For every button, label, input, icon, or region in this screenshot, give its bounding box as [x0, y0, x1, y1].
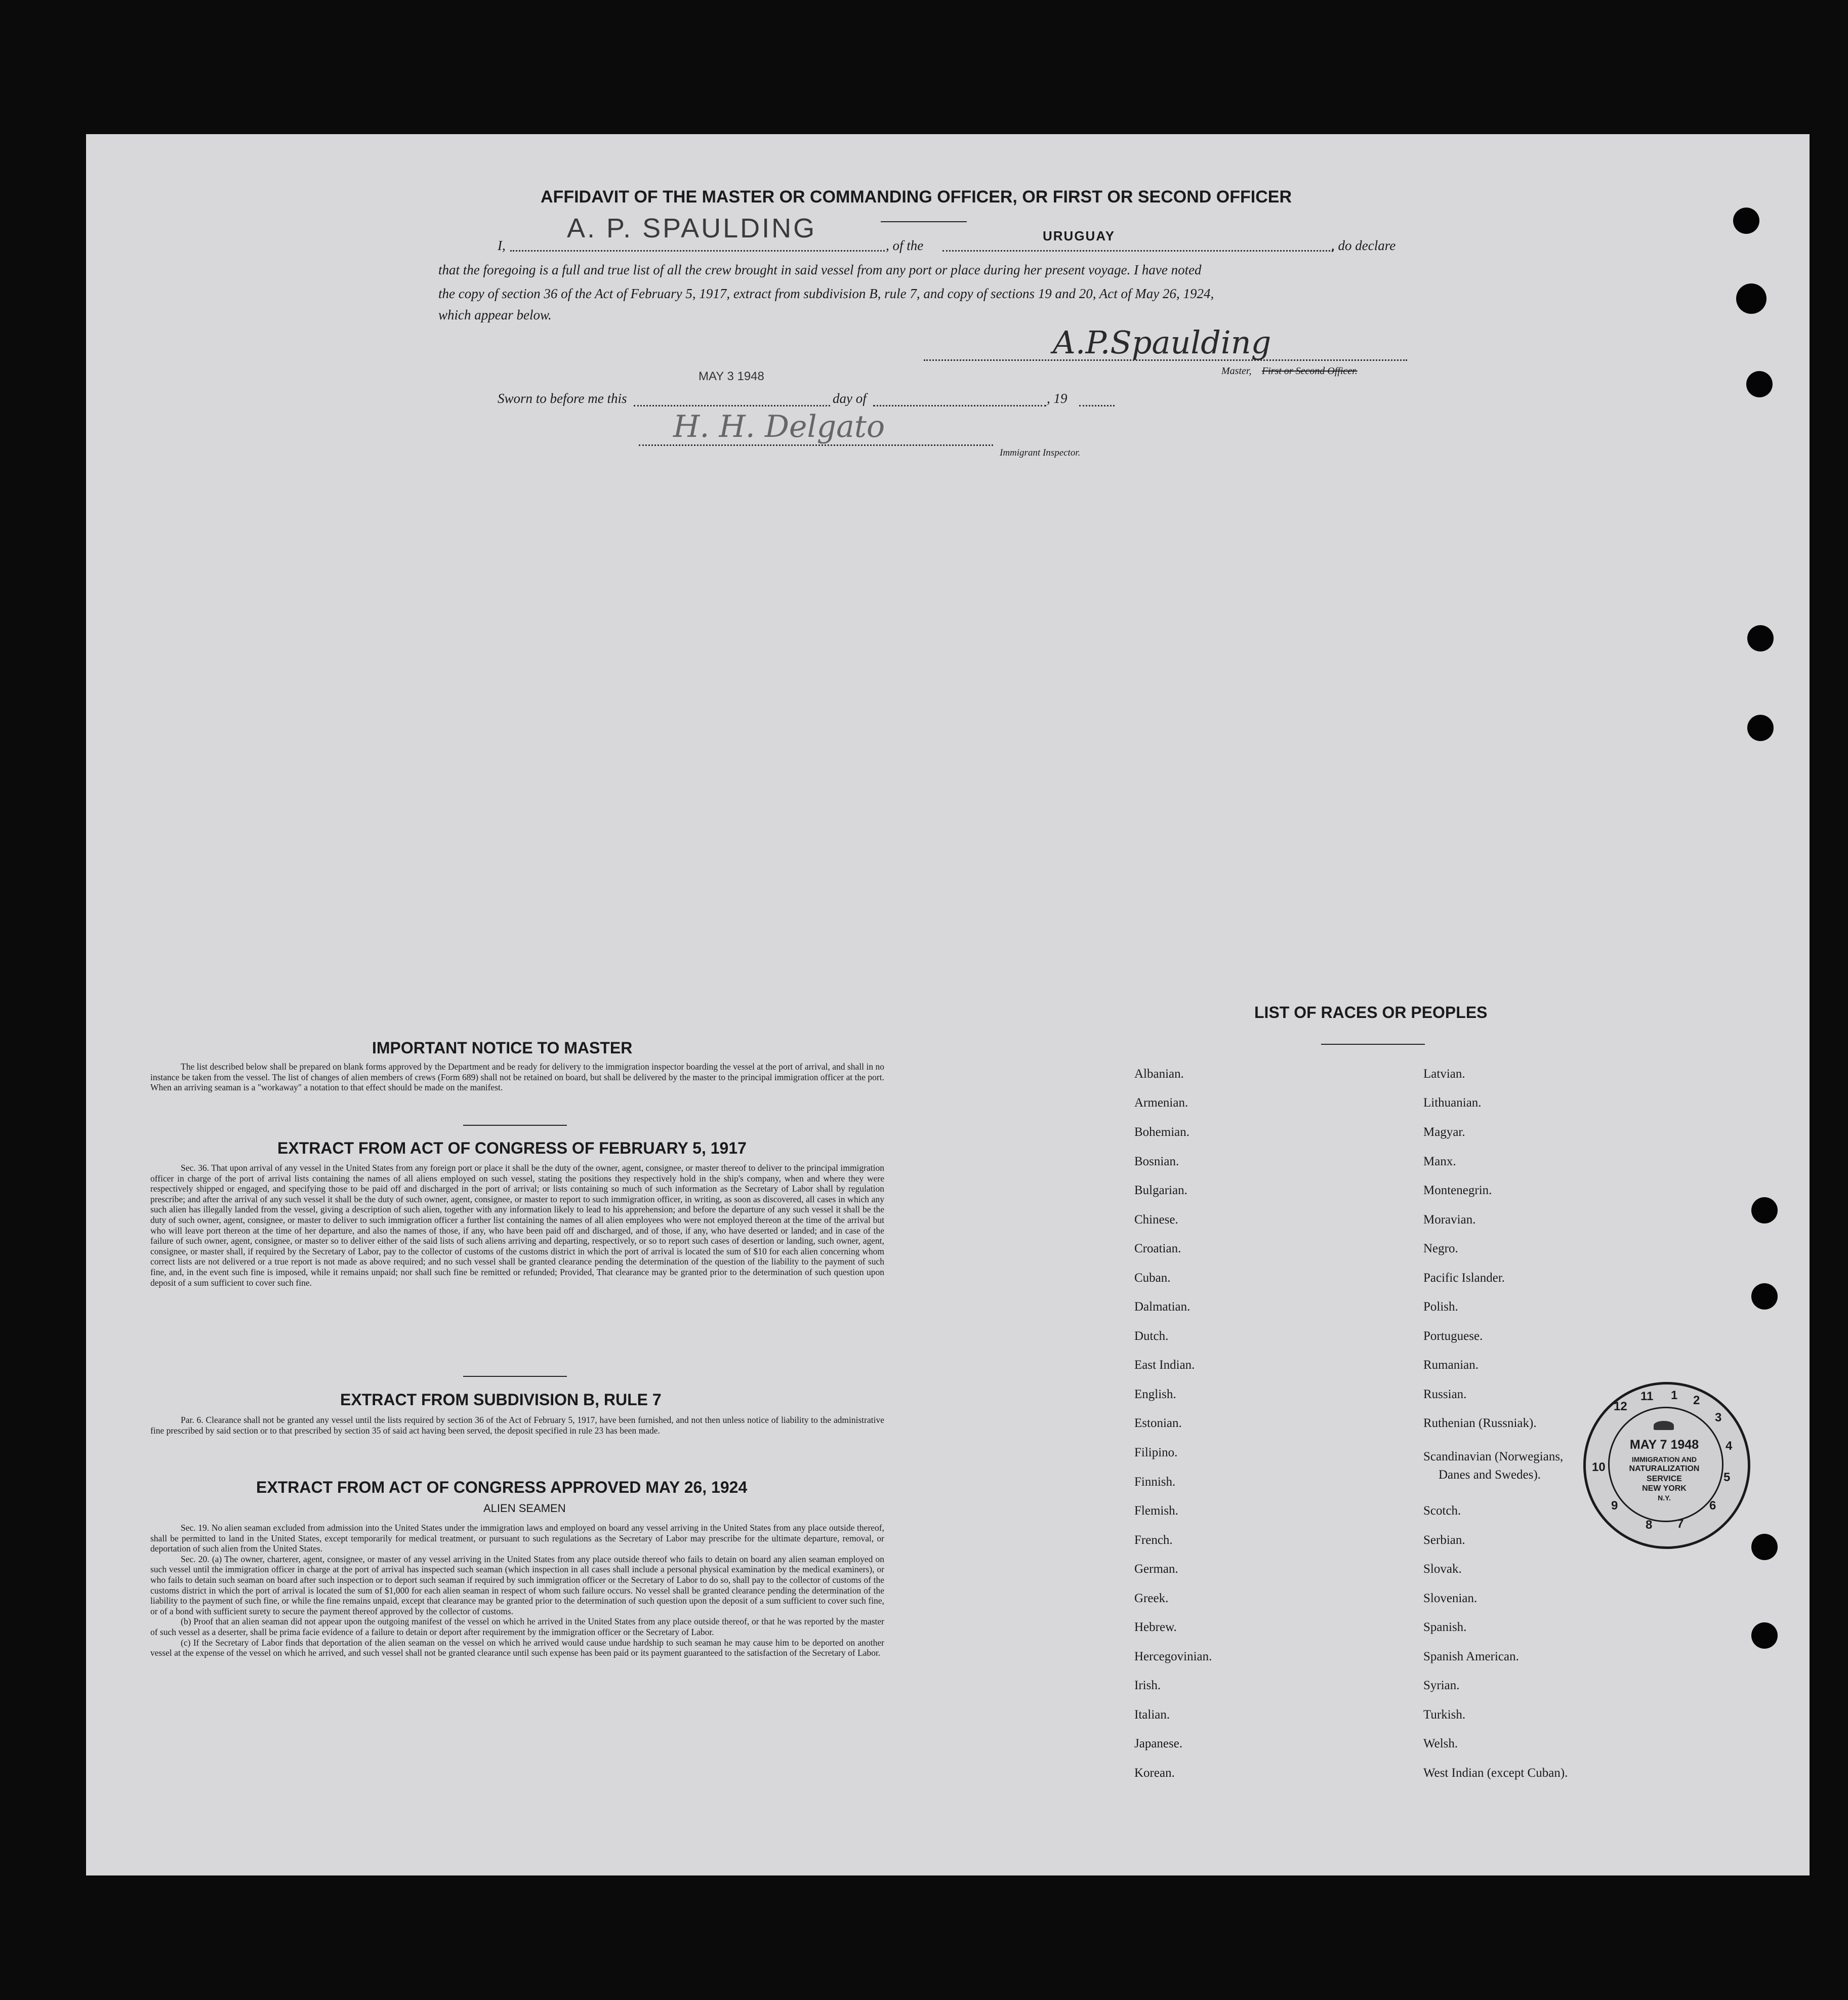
extract-1924-title: EXTRACT FROM ACT OF CONGRESS APPROVED MAY 26, 1924	[256, 1478, 748, 1496]
notice-paragraph: The list described below shall be prepared on blank forms approved by the Department and be ready for delivery to the immigration inspector boarding the vessel at the port of arrival, and shall in no instance be taken from the vessel. The list of changes of alien members of crews (Form 689) shall not be retained on board, but shall be delivered by the master to the principal immigration officer at the port. When an arriving seaman is a "workaway" a notation to that effect should be made on the manifest.	[150, 1062, 884, 1093]
race-left: Armenian.	[1134, 1096, 1188, 1110]
race-left: Japanese.	[1134, 1737, 1183, 1750]
race-right: Danes and Swedes).	[1439, 1468, 1541, 1482]
race-right: Latvian.	[1423, 1067, 1465, 1081]
stamp-line-3: SERVICE	[1647, 1475, 1682, 1483]
race-left: Hercegovinian.	[1134, 1650, 1212, 1663]
race-right: Serbian.	[1423, 1533, 1465, 1547]
master-signature: A.P.Spaulding	[1053, 324, 1271, 361]
race-right: Polish.	[1423, 1300, 1458, 1314]
race-left: English.	[1134, 1387, 1176, 1401]
race-right: Welsh.	[1423, 1737, 1458, 1750]
rule7-title: EXTRACT FROM SUBDIVISION B, RULE 7	[340, 1391, 662, 1409]
race-right: Russian.	[1423, 1387, 1467, 1401]
stamp-date: MAY 7 1948	[1629, 1438, 1699, 1452]
section-19-paragraph: Sec. 19. No alien seaman excluded from admission into the United States under the immigration laws and employed on board any vessel arriving in the United States from any place outside thereof, shall be permitted to land in the United States, except temporarily for medical treatment, or pursuant to such regulations as the Secretary of Labor may prescribe for the ultimate departure, removal, or deportation of such alien from the United States.	[150, 1523, 884, 1554]
sworn-day-line	[634, 394, 830, 406]
day-of-label: day of	[833, 391, 867, 406]
section-20c-paragraph: (c) If the Secretary of Labor finds that deportation of the alien seaman on the vessel on which he arrived would cause undue hardship to such seaman he may cause him to be deported on another vessel at the expense of the vessel on which he arrived, and such vessel shall not be granted clearance until such expense has been paid or its payment guaranteed to the satisfaction of the Secretary of Labor.	[150, 1637, 884, 1658]
sworn-month-line	[873, 394, 1046, 406]
stamp-ring-number: 2	[1693, 1394, 1700, 1407]
race-left: Albanian.	[1134, 1067, 1184, 1081]
race-left: Hebrew.	[1134, 1620, 1177, 1634]
sworn-year-line	[1079, 394, 1115, 406]
rule7-paragraph: Par. 6. Clearance shall not be granted any vessel until the lists required by section 36 of the Act of February 5, 1917, have been furnished, and not then unless notice of liability to the administrative fine prescribed by said section or to that prescribed by section 35 of said act having been served, the deposit specified in rule 23 has been made.	[150, 1415, 884, 1436]
stamp-ring-number: 12	[1614, 1400, 1627, 1413]
stamp-ring-number: 10	[1592, 1460, 1606, 1474]
master-label: Master,	[1221, 365, 1252, 377]
stamp-line-1: IMMIGRATION AND	[1631, 1455, 1697, 1463]
immigration-stamp	[1583, 1382, 1750, 1549]
race-left: Filipino.	[1134, 1446, 1178, 1459]
affidavit-prefix: I,	[498, 238, 506, 253]
stamp-ring-number: 8	[1646, 1518, 1653, 1532]
stamp-ring-number: 4	[1726, 1439, 1733, 1453]
binder-hole	[1747, 625, 1774, 651]
race-left: Finnish.	[1134, 1475, 1176, 1489]
affidavit-statement-3: which appear below.	[438, 307, 552, 322]
race-left: Bohemian.	[1134, 1125, 1190, 1139]
race-right: Turkish.	[1423, 1708, 1466, 1722]
extract-1917-text	[150, 1163, 884, 1288]
section-rule	[463, 1376, 567, 1377]
vessel-name: URUGUAY	[1043, 228, 1116, 243]
race-left: French.	[1134, 1533, 1173, 1547]
race-right: Magyar.	[1423, 1125, 1465, 1139]
race-left: Bulgarian.	[1134, 1183, 1187, 1197]
race-right: Syrian.	[1423, 1679, 1460, 1692]
binder-hole	[1746, 371, 1773, 397]
inspector-signature: H. H. Delgato	[673, 409, 885, 444]
race-left: Bosnian.	[1134, 1155, 1179, 1168]
binder-hole	[1751, 1622, 1778, 1649]
race-right: Ruthenian (Russniak).	[1423, 1416, 1537, 1430]
binder-hole	[1751, 1197, 1778, 1223]
race-right: Rumanian.	[1423, 1358, 1479, 1372]
affidavit-title: AFFIDAVIT OF THE MASTER OR COMMANDING OFFICER, OR FIRST OR SECOND OFFICER	[541, 187, 1292, 207]
affidavit-statement-2: the copy of section 36 of the Act of February 5, 1917, extract from subdivision B, rule 7, and copy of sections 19 and 20, Act of May 26, 1924,	[438, 286, 1214, 301]
race-left: German.	[1134, 1562, 1178, 1576]
of-the-label: , of the	[886, 238, 924, 253]
race-left: Chinese.	[1134, 1213, 1178, 1227]
race-right: West Indian (except Cuban).	[1423, 1766, 1568, 1780]
race-left: Italian.	[1134, 1708, 1170, 1722]
stamp-ring-number: 7	[1677, 1517, 1684, 1531]
do-declare-label: , do declare	[1331, 238, 1396, 253]
stamp-ring-number: 11	[1640, 1390, 1654, 1403]
stamp-ring-number: 6	[1709, 1499, 1716, 1513]
stamp-line-5: N.Y.	[1658, 1494, 1671, 1502]
race-left: Irish.	[1134, 1679, 1161, 1692]
year-label: , 19	[1047, 391, 1067, 406]
races-title-rule	[1321, 1044, 1425, 1045]
master-name-handwritten: A. P. SPAULDING	[567, 213, 817, 243]
race-right: Lithuanian.	[1423, 1096, 1482, 1110]
race-left: Greek.	[1134, 1591, 1169, 1605]
stamp-ring-number: 5	[1723, 1471, 1731, 1484]
date-stamp: MAY 3 1948	[699, 370, 764, 383]
notice-text	[150, 1062, 884, 1093]
binder-hole	[1733, 208, 1759, 234]
stamp-ring-number: 3	[1715, 1411, 1722, 1424]
race-left: East Indian.	[1134, 1358, 1195, 1372]
extract-1917-title: EXTRACT FROM ACT OF CONGRESS OF FEBRUARY 5, 1917	[277, 1139, 747, 1157]
race-right: Montenegrin.	[1423, 1183, 1492, 1197]
stamp-ring-number: 9	[1611, 1499, 1618, 1513]
extract-1924-text	[150, 1523, 884, 1658]
binder-hole	[1751, 1283, 1778, 1310]
binder-hole	[1751, 1534, 1778, 1560]
race-right: Spanish American.	[1423, 1650, 1519, 1663]
race-right: Slovak.	[1423, 1562, 1462, 1576]
binder-hole	[1736, 283, 1767, 314]
affidavit-statement-1: that the foregoing is a full and true list of all the crew brought in said vessel from any port or place during her present voyage. I have noted	[438, 262, 1202, 277]
section-20a-paragraph: Sec. 20. (a) The owner, charterer, agent, consignee, or master of any vessel arriving in the United States from any place outside thereof who fails to detain on board any alien seaman employed on such vessel until the immigration officer in charge at the port of arrival has inspected such seaman (which inspection in all cases shall include a personal physical examination by the medical examiners), or who fails to detain such seaman on board after such inspection or to deport such seaman if required by such immigration officer or the Secretary of Labor to do so, shall pay to the collector of customs of the customs district in which the port of arrival is located the sum of $1,000 for each alien seaman in respect of whom such failure occurs. No vessel shall be granted clearance pending the determination of the liability to the payment of such fine, or while the fine remains unpaid, except that clearance may be granted prior to the determination of such question upon the deposit of a sum sufficient to cover such fine, or of a bond with sufficient surety to secure the payment thereof approved by the collector of customs.	[150, 1554, 884, 1616]
race-right: Negro.	[1423, 1242, 1458, 1255]
vessel-line	[942, 237, 1333, 252]
race-left: Dutch.	[1134, 1329, 1169, 1343]
eagle-emblem-icon	[1654, 1421, 1674, 1430]
race-left: Estonian.	[1134, 1416, 1182, 1430]
title-rule	[881, 221, 967, 222]
section-20b-paragraph: (b) Proof that an alien seaman did not appear upon the outgoing manifest of the vessel on which he arrived in the United States from any place outside thereof, or that he was reported by the master of such vessel as a deserter, shall be prima facie evidence of a failure to detain or deport after requirement by the immigration officer or the Secretary of Labor.	[150, 1616, 884, 1637]
race-left: Croatian.	[1134, 1242, 1181, 1255]
notice-title: IMPORTANT NOTICE TO MASTER	[372, 1039, 633, 1057]
race-right: Moravian.	[1423, 1213, 1476, 1227]
inspector-label: Immigrant Inspector.	[1000, 447, 1081, 458]
race-right: Slovenian.	[1423, 1591, 1477, 1605]
race-right: Manx.	[1423, 1155, 1456, 1168]
stamp-ring-number: 1	[1671, 1389, 1678, 1402]
binder-hole	[1747, 715, 1774, 741]
extract-1917-paragraph: Sec. 36. That upon arrival of any vessel in the United States from any foreign port or place it shall be the duty of the owner, agent, consignee, or master thereof to deliver to the principal immigration officer in charge of the port of arrival lists containing the names of all aliens employed on such vessel, stating the positions they respectively hold in the ship's company, when and where they were respectively shipped or engaged, and specifying those to be paid off and discharged in the port of arrival; or lists containing so much of such information as the Secretary of Labor shall by regulation prescribe; and after the arrival of any such vessel it shall be the duty of such owner, agent, consignee, or master to report to such immigration officer, in writing, as soon as discovered, all cases in which any such alien has illegally landed from the vessel, giving a description of such alien, together with any information likely to lead to his apprehension; and before the departure of any such vessel it shall be the duty of such owner, agent, consignee, or master to deliver to such immigration officer a further list containing the names of all alien employees who were not employed thereon at the time of the arrival but who will leave port thereon at the time of her departure, and also the names of those, if any, who have been paid off and discharged, and of those, if any, who have deserted or landed; and in case of the failure of such owner, agent, consignee, or master so to deliver either of the said lists of such aliens arriving and departing, respectively, or so to report such cases of desertion or landing, such owner, agent, consignee, or master shall, if required by the Secretary of Labor, pay to the collector of customs of the customs district in which the port of arrival is located the sum of $10 for each alien concerning whom correct lists are not delivered or a true report is not made as above required; and no such vessel shall be granted clearance pending the determination of the question of the liability to the payment of such fine, and, in the event such fine is imposed, while it remains unpaid; nor shall such fine be remitted or refunded; Provided, That clearance may be granted prior to the determination of such question upon deposit of a sum sufficient to cover such fine.	[150, 1163, 884, 1288]
race-left: Korean.	[1134, 1766, 1175, 1780]
stamp-line-4: NEW YORK	[1642, 1484, 1687, 1493]
race-left: Cuban.	[1134, 1271, 1171, 1285]
race-right: Scotch.	[1423, 1504, 1461, 1518]
extract-1924-subtitle: ALIEN SEAMEN	[483, 1502, 566, 1515]
race-right: Scandinavian (Norwegians,	[1423, 1450, 1564, 1463]
race-right: Portuguese.	[1423, 1329, 1483, 1343]
master-struck-label: First or Second Officer.	[1262, 365, 1358, 377]
rule7-text	[150, 1415, 884, 1436]
sworn-label: Sworn to before me this	[498, 391, 627, 406]
section-rule	[463, 1125, 567, 1126]
race-right: Pacific Islander.	[1423, 1271, 1505, 1285]
race-left: Flemish.	[1134, 1504, 1178, 1518]
stamp-line-2: NATURALIZATION	[1629, 1464, 1700, 1473]
race-left: Dalmatian.	[1134, 1300, 1190, 1314]
race-right: Spanish.	[1423, 1620, 1467, 1634]
races-title: LIST OF RACES OR PEOPLES	[1254, 1003, 1488, 1022]
